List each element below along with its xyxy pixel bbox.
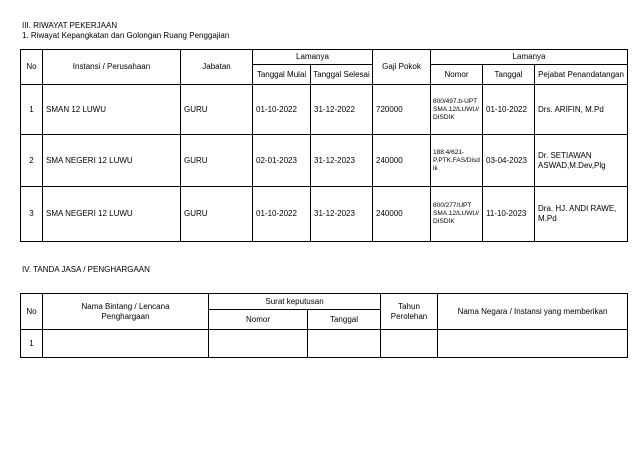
- row-pejabat: Dra. HJ. ANDI RAWE, M.Pd: [535, 187, 628, 242]
- row-nomor-sk: 188.4/621-P.PTK.FAS/Disd ik: [431, 135, 483, 187]
- section-3-title: III. RIWAYAT PEKERJAAN: [22, 21, 118, 30]
- header-nama-penghargaan: Nama Bintang / Lencana Penghargaan: [43, 294, 209, 330]
- header-tahun-perolehan: Tahun Perolehan: [381, 294, 438, 330]
- table-row: [21, 187, 628, 242]
- header-tanggal-selesai: Tanggal Selesai: [311, 65, 373, 85]
- row-no: 2: [21, 135, 43, 187]
- row-tanggal-sk: 01-10-2022: [483, 85, 535, 135]
- row-nama-penghargaan: [43, 330, 209, 358]
- row-gaji-pokok: 240000: [373, 135, 431, 187]
- table-row: [21, 85, 628, 135]
- row-gaji-pokok: 240000: [373, 187, 431, 242]
- header-tanggal-mulai: Tanggal Mulai: [253, 65, 311, 85]
- row-tanggal-selesai: 31-12-2022: [311, 85, 373, 135]
- header-no: No: [21, 50, 43, 85]
- row-tanggal-mulai: 01-10-2022: [253, 187, 311, 242]
- row-tanggal: [308, 330, 381, 358]
- row-instansi: SMA NEGERI 12 LUWU: [43, 135, 181, 187]
- row-tanggal-sk: 11-10-2023: [483, 187, 535, 242]
- section-3-subtitle: 1. Riwayat Kepangkatan dan Golongan Ruang Penggajian: [22, 31, 230, 40]
- tanda-jasa-table: [20, 293, 628, 358]
- header-nomor: Nomor: [431, 65, 483, 85]
- row-no: 1: [21, 85, 43, 135]
- row-tanggal-mulai: 02-01-2023: [253, 135, 311, 187]
- row-jabatan: GURU: [181, 135, 253, 187]
- row-nomor-sk: 800/497.b-UPT SMA.12/LUWU/ DISDIK: [431, 85, 483, 135]
- riwayat-pekerjaan-table: [20, 49, 628, 242]
- row-no: 1: [21, 330, 43, 358]
- row-pejabat: Drs. ARIFIN, M.Pd: [535, 85, 628, 135]
- header-nomor: Nomor: [209, 310, 308, 330]
- row-no: 3: [21, 187, 43, 242]
- row-tanggal-selesai: 31-12-2023: [311, 135, 373, 187]
- row-instansi: SMA NEGERI 12 LUWU: [43, 187, 181, 242]
- table-row: [21, 330, 628, 358]
- header-jabatan: Jabatan: [181, 50, 253, 85]
- row-nomor-sk: 800/277/UPT SMA.12/LUWU/ DISDIK: [431, 187, 483, 242]
- row-tanggal-sk: 03-04-2023: [483, 135, 535, 187]
- row-nomor: [209, 330, 308, 358]
- row-gaji-pokok: 720000: [373, 85, 431, 135]
- header-tanggal: Tanggal: [308, 310, 381, 330]
- row-jabatan: GURU: [181, 187, 253, 242]
- header-pejabat: Pejabat Penandatangan: [535, 65, 628, 85]
- header-surat-keputusan: Surat keputusan: [209, 294, 381, 310]
- row-pejabat: Dr. SETIAWAN ASWAD,M.Dev,Plg: [535, 135, 628, 187]
- header-no: No: [21, 294, 43, 330]
- row-jabatan: GURU: [181, 85, 253, 135]
- row-tanggal-selesai: 31-12-2023: [311, 187, 373, 242]
- row-instansi: SMAN 12 LUWU: [43, 85, 181, 135]
- row-tahun: [381, 330, 438, 358]
- header-lamanya: Lamanya: [253, 50, 373, 65]
- header-negara-instansi: Nama Negara / Instansi yang memberikan: [438, 294, 628, 330]
- row-negara: [438, 330, 628, 358]
- section-4-title: IV. TANDA JASA / PENGHARGAAN: [22, 265, 150, 274]
- header-lamanya-sk: Lamanya: [431, 50, 628, 65]
- header-gaji-pokok: Gaji Pokok: [373, 50, 431, 85]
- header-tanggal: Tanggal: [483, 65, 535, 85]
- table-row: [21, 135, 628, 187]
- header-instansi: Instansi / Perusahaan: [43, 50, 181, 85]
- row-tanggal-mulai: 01-10-2022: [253, 85, 311, 135]
